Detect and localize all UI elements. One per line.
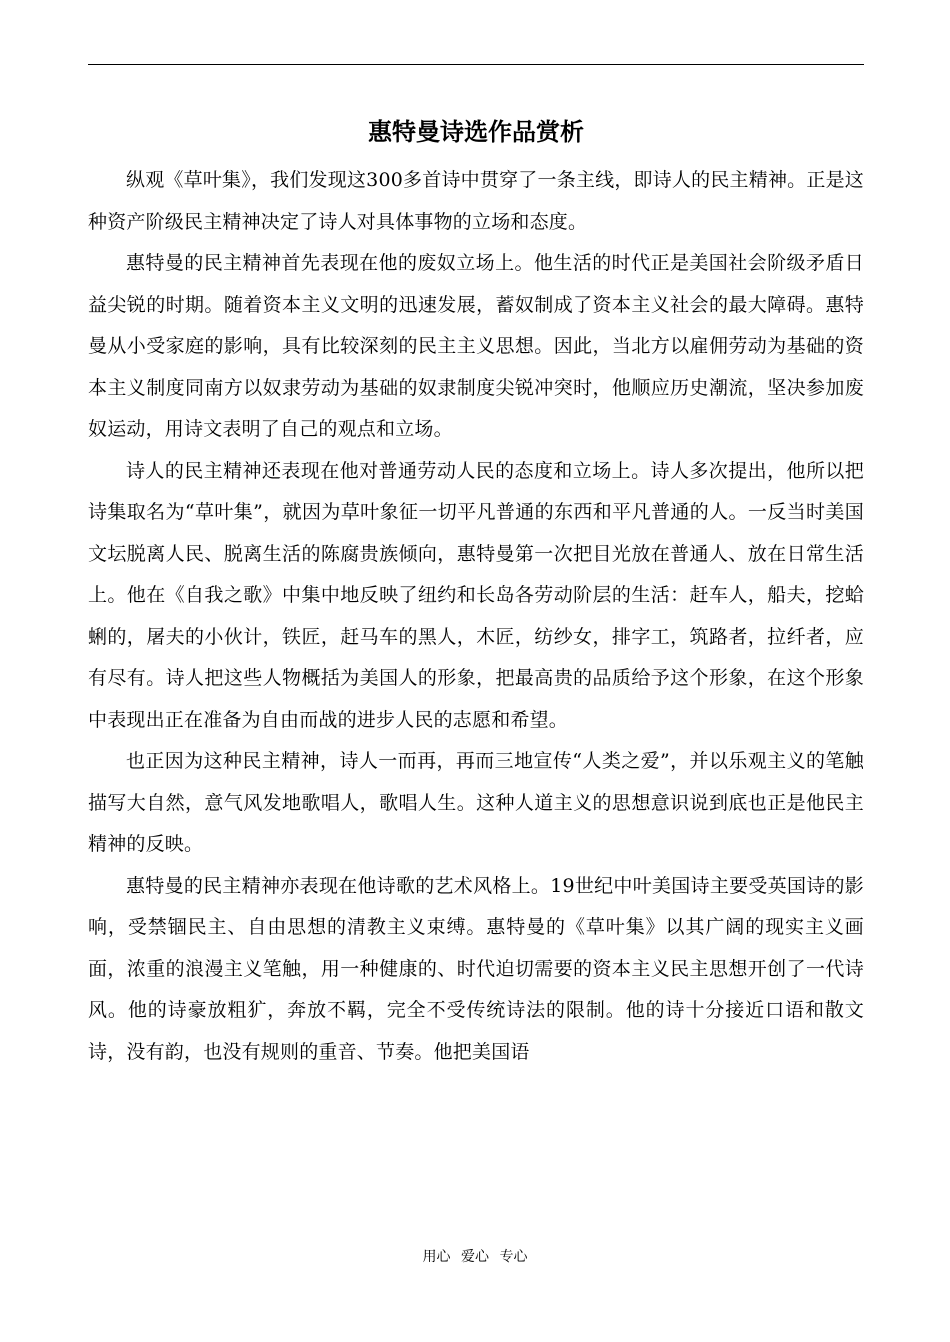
paragraph-4: 也正因为这种民主精神，诗人一而再，再而三地宣传“人类之爱”，并以乐观主义的笔触描写大自然，意气风发地歌唱人，歌唱人生。这种人道主义的思想意识说到底也正是他民主精神的反映。 [88, 750, 864, 855]
paragraph-1: 纵观《草叶集》，我们发现这300多首诗中贯穿了一条主线，即诗人的民主精神。正是这种资产阶级民主精神决定了诗人对具体事物的立场和态度。 [88, 169, 864, 233]
document-title: 惠特曼诗选作品赏析 [368, 118, 584, 146]
paragraph-2: 惠特曼的民主精神首先表现在他的废奴立场上。他生活的时代正是美国社会阶级矛盾日益尖锐的时期。随着资本主义文明的迅速发展，蓄奴制成了资本主义社会的最大障碍。惠特曼从小受家庭的影响，具有比较深刻的民主主义思想。因此，当北方以雇佣劳动为基础的资本主义制度同南方以奴隶劳动为基础的奴隶制度尖锐冲突时，他顺应历史潮流，坚决参加废奴运动，用诗文表明了自己的观点和立场。 [88, 252, 864, 440]
header-rule [88, 64, 864, 65]
paragraph-3: 诗人的民主精神还表现在他对普通劳动人民的态度和立场上。诗人多次提出，他所以把诗集取名为“草叶集”，就因为草叶象征一切平凡普通的东西和平凡普通的人。一反当时美国文坛脱离人民、脱离生活的陈腐贵族倾向，惠特曼第一次把目光放在普通人、放在日常生活上。他在《自我之歌》中集中地反映了纽约和长岛各劳动阶层的生活：赶车人，船夫，挖蛤蜊的，屠夫的小伙计，铁匠，赶马车的黑人，木匠，纺纱女，排字工，筑路者，拉纤者，应有尽有。诗人把这些人物概括为美国人的形象，把最高贵的品质给予这个形象，在这个形象中表现出正在准备为自由而战的进步人民的志愿和希望。 [88, 459, 864, 731]
page-footer: 用心 爱心 专心 [422, 1249, 528, 1265]
paragraph-5: 惠特曼的民主精神亦表现在他诗歌的艺术风格上。19世纪中叶美国诗主要受英国诗的影响，受禁锢民主、自由思想的清教主义束缚。惠特曼的《草叶集》以其广阔的现实主义画面，浓重的浪漫主义笔触，用一种健康的、时代迫切需要的资本主义民主思想开创了一代诗风。他的诗豪放粗犷，奔放不羁，完全不受传统诗法的限制。他的诗十分接近口语和散文诗，没有韵，也没有规则的重音、节奏。他把美国语 [88, 874, 864, 1063]
body-text [88, 160, 864, 1073]
